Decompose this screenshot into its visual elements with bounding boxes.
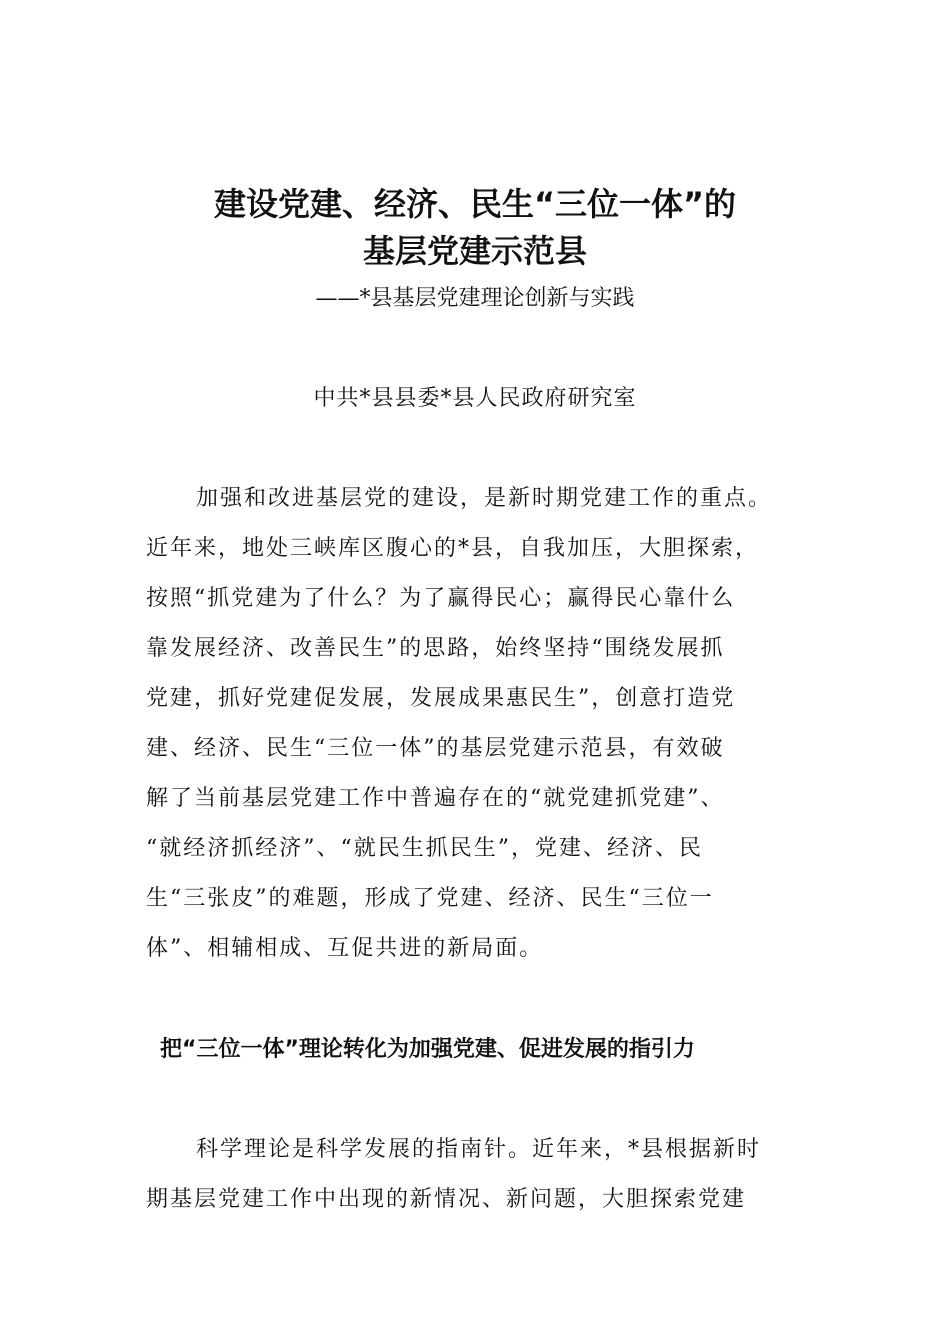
document-title-line-2: 基层党建示范县: [362, 232, 587, 270]
document-subtitle: ——*县基层党建理论创新与实践: [315, 286, 635, 311]
paragraph-1-line: 按照“抓党建为了什么？为了赢得民心；赢得民心靠什么: [146, 586, 736, 611]
paragraph-1-line: “就经济抓经济”、“就民生抓民生”，党建、经济、民: [146, 836, 703, 861]
document-author: 中共*县县委*县人民政府研究室: [313, 386, 637, 411]
paragraph-2-line: 期基层党建工作中出现的新情况、新问题，大胆探索党建: [146, 1187, 747, 1212]
paragraph-1-line: 生“三张皮”的难题，形成了党建、经济、民生“三位一: [146, 886, 714, 911]
document-title-line-1: 建设党建、经济、民生“三位一体”的: [213, 185, 737, 223]
paragraph-2-line: 科学理论是科学发展的指南针。近年来，*县根据新时: [196, 1137, 762, 1162]
paragraph-1-line: 加强和改进基层党的建设，是新时期党建工作的重点。: [196, 486, 773, 511]
paragraph-1-line: 靠发展经济、改善民生”的思路，始终坚持“围绕发展抓: [146, 636, 725, 661]
paragraph-1-line: 建、经济、民生“三位一体”的基层党建示范县，有效破: [146, 736, 725, 761]
paragraph-1-line: 体”、相辅相成、互促共进的新局面。: [146, 936, 544, 961]
paragraph-1-line: 党建，抓好党建促发展，发展成果惠民生”，创意打造党: [146, 686, 736, 711]
paragraph-1-line: 近年来，地处三峡库区腹心的*县，自我加压，大胆探索，: [146, 536, 760, 561]
section-heading: 把“三位一体”理论转化为加强党建、促进发展的指引力: [160, 1037, 695, 1062]
paragraph-1-line: 解了当前基层党建工作中普遍存在的“就党建抓党建”、: [146, 786, 725, 811]
